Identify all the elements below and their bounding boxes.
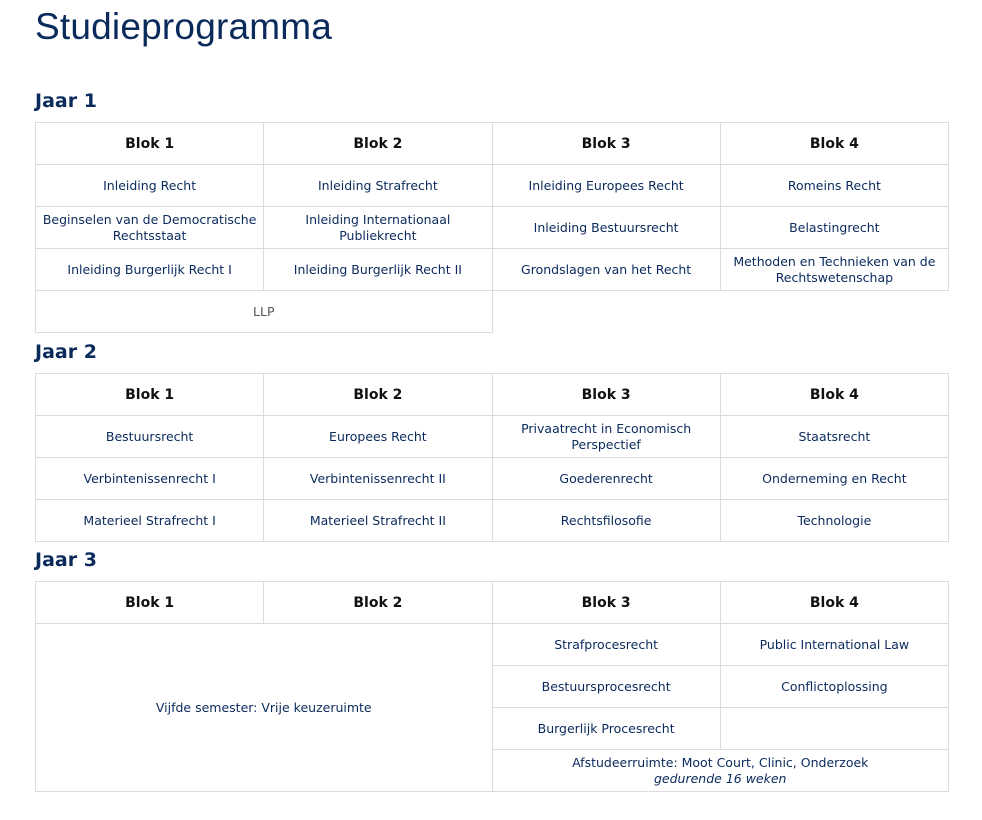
blok4-header: Blok 4 (720, 374, 948, 416)
course-cell: Bestuursrecht (36, 416, 264, 458)
blok3-header: Blok 3 (492, 374, 720, 416)
blok2-header: Blok 2 (264, 374, 492, 416)
course-cell: Onderneming en Recht (720, 458, 948, 500)
course-cell: Public International Law (720, 624, 948, 666)
blok1-header: Blok 1 (36, 582, 264, 624)
course-cell: Rechtsfilosofie (492, 500, 720, 542)
course-cell: Inleiding Europees Recht (492, 165, 720, 207)
course-cell: Goederenrecht (492, 458, 720, 500)
blok4-header: Blok 4 (720, 582, 948, 624)
fifth-semester-cell: Vijfde semester: Vrije keuzeruimte (36, 624, 493, 792)
course-cell: Inleiding Strafrecht (264, 165, 492, 207)
final-label: Afstudeerruimte: Moot Court, Clinic, Onderzoek (572, 754, 869, 770)
empty-area (492, 291, 949, 333)
year2-heading: Jaar 2 (35, 341, 97, 363)
blok2-header: Blok 2 (264, 123, 492, 165)
table-row (36, 165, 949, 207)
table-row (36, 624, 949, 666)
table-row (36, 500, 949, 542)
course-cell: Bestuursprocesrecht (492, 666, 720, 708)
page-title: Studieprogramma (35, 6, 333, 47)
header-row (36, 123, 949, 165)
table-row (36, 458, 949, 500)
course-cell: Materieel Strafrecht I (36, 500, 264, 542)
course-cell: Technologie (720, 500, 948, 542)
course-cell: Inleiding Burgerlijk Recht I (36, 249, 264, 291)
course-cell: Methoden en Technieken van de Rechtswetenschap (720, 249, 948, 291)
blok1-header: Blok 1 (36, 374, 264, 416)
course-cell: Inleiding Recht (36, 165, 264, 207)
course-cell: Privaatrecht in Economisch Perspectief (492, 416, 720, 458)
llp-cell: LLP (36, 291, 493, 333)
final-duration: gedurende 16 weken (654, 770, 787, 786)
course-cell: Burgerlijk Procesrecht (492, 708, 720, 750)
course-cell: Staatsrecht (720, 416, 948, 458)
course-cell: Romeins Recht (720, 165, 948, 207)
course-cell: Europees Recht (264, 416, 492, 458)
blok4-header: Blok 4 (720, 123, 948, 165)
table-row (36, 249, 949, 291)
course-cell: Beginselen van de Democratische Rechtsstaat (36, 207, 264, 249)
course-cell: Inleiding Internationaal Publiekrecht (264, 207, 492, 249)
blok2-header: Blok 2 (264, 582, 492, 624)
empty-cell (720, 708, 948, 750)
year3-heading: Jaar 3 (35, 549, 97, 571)
blok3-header: Blok 3 (492, 123, 720, 165)
table-row (36, 416, 949, 458)
table-row (36, 291, 949, 333)
course-cell: Grondslagen van het Recht (492, 249, 720, 291)
year3-table (35, 581, 949, 792)
course-cell: Belastingrecht (720, 207, 948, 249)
final-cell (492, 750, 949, 792)
header-row (36, 582, 949, 624)
course-cell: Inleiding Bestuursrecht (492, 207, 720, 249)
course-cell: Verbintenissenrecht I (36, 458, 264, 500)
year1-heading: Jaar 1 (35, 90, 97, 112)
header-row (36, 374, 949, 416)
course-cell: Conflictoplossing (720, 666, 948, 708)
course-cell: Materieel Strafrecht II (264, 500, 492, 542)
course-cell: Strafprocesrecht (492, 624, 720, 666)
blok3-header: Blok 3 (492, 582, 720, 624)
year2-table (35, 373, 949, 542)
course-cell: Inleiding Burgerlijk Recht II (264, 249, 492, 291)
table-row (36, 207, 949, 249)
year1-table (35, 122, 949, 333)
blok1-header: Blok 1 (36, 123, 264, 165)
course-cell: Verbintenissenrecht II (264, 458, 492, 500)
